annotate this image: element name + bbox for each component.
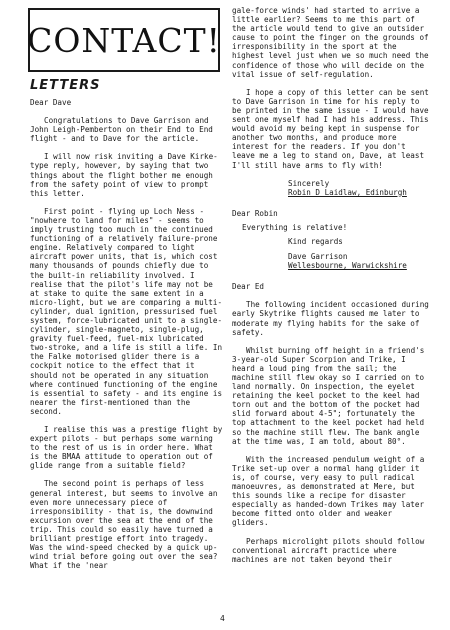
letter2-closing: Kind regards [288, 236, 343, 246]
letter1-paragraph-6: gale-force winds' had started to arrive a little earlier? Seems to me this part of the article would tend to give an outsider cause to point the finger on the grounds of irresponsibility in the sport at the highest level just when we so much need the confidence of those who will decide on the vital issue of self-regulation. [232, 6, 429, 79]
letter3-paragraph-4: Perhaps microlight pilots should follow conventional aircraft practice where machines are not taken beyond their [232, 536, 425, 564]
letter1-paragraph-1: Congratulations to Dave Garrison and John Leigh-Pemberton on their End to End flight - and to Dave for the article. [30, 116, 213, 144]
letter1-paragraph-4: I realise this was a prestige flight by expert pilots - but perhaps some warning to the rest of us is in order here. What is the BMAA attitude to operation out of glide range from a suitable field? [30, 425, 223, 471]
letter1-paragraph-5: The second point is perhaps of less general interest, but seems to involve an even more unnecessary piece of irresponsibility - that is, the downwind excursion over the sea at the end of the trip. This could so easily have turned a brilliant prestige effort into tragedy. Was the wind-speed checked by a quick up-wind trial before going out over the sea? What if the 'near [30, 479, 218, 571]
letter3-paragraph-1: The following incident occasioned during early Skytrike flights caused me later to moderate my flying habits for the sake of safety. [232, 300, 429, 337]
letter3-paragraph-2: Whilst burning off height in a friend's 3-year-old Super Scorpion and Trike, I heard a loud ping from the sail; the machine still flew okay so I carried on to land normally. On inspection, the eyelet retaining the keel pocket to the keel had torn out and the bottom of the pocket had slid forward about 4-5"; fortunately the top attachment to the keel pocket had held so the machine still flew. The bank angle at the time was, I am told, about 80°. [232, 345, 425, 446]
section-heading: LETTERS [30, 78, 101, 93]
letter3-salutation: Dear Ed [232, 282, 265, 292]
letter3-paragraph-3: With the increased pendulum weight of a Trike set-up over a normal hang glider it is, of course, very easy to pull radical manoeuvres, as demonstrated at Mere, but this sounds like a recipe for disaster especially as handed-down Trikes may later become fitted onto older and weaker gliders. [232, 454, 425, 528]
letter2-salutation: Dear Robin [232, 208, 278, 218]
masthead-box [28, 8, 220, 72]
letter1-paragraph-2: I will now risk inviting a Dave Kirke-type reply, however, by saying that two things about the flight bother me enough from the safety point of view to prompt this letter. [30, 152, 218, 198]
letter2-name: Dave Garrison [288, 252, 348, 262]
letter1-signoff [232, 179, 432, 197]
left-column [30, 98, 224, 579]
letter2-line: Everything is relative! [242, 222, 348, 232]
page-number: 4 [220, 614, 225, 623]
letter1-paragraph-7: I hope a copy of this letter can be sent to Dave Garrison in time for his reply to be printed in the same issue - I would have sent one myself had I had his address. This would avoid my being kept in suspense for another two months, and produce more interest for the readers. If you don't leave me a leg to stand on, Dave, at least I'll still have arms to fly with! [232, 87, 429, 170]
letter1-paragraph-3: First point - flying up Loch Ness - "nowhere to land for miles" - seems to imply trusting too much in the continued functioning of a relatively failure-prone engine. Relatively compared to light aircraft power units, that is, which cost many thousands of pounds chiefly due to the built-in reliability involved. I realise that the pilot's life may not be at stake to quite the same extent in a micro-light, but we are comparing a multi-cylinder, dual ignition, pressurised fuel system, force-lubricated unit to a single-cylinder, single-magneto, single-plug, gravity fuel-feed, fuel-mix lubricated two-stroke, and a life is still a life. In the Falke motorised glider there is a cockpit notice to the effect that it should not be operated in any situation where continued functioning of the engine is essential to safety - and its engine is nearer the first-mentioned than the second. [30, 206, 223, 416]
letter2-signoff [232, 237, 432, 270]
letter1-salutation: Dear Dave [30, 98, 72, 107]
masthead-title: CONTACT! [27, 20, 221, 60]
right-column [232, 6, 432, 573]
letter2-place: Wellesbourne, Warwickshire [288, 261, 407, 271]
letter1-closing: Sincerely [288, 178, 330, 188]
letter1-signature: Robin D Laidlaw, Edinburgh [288, 187, 407, 197]
